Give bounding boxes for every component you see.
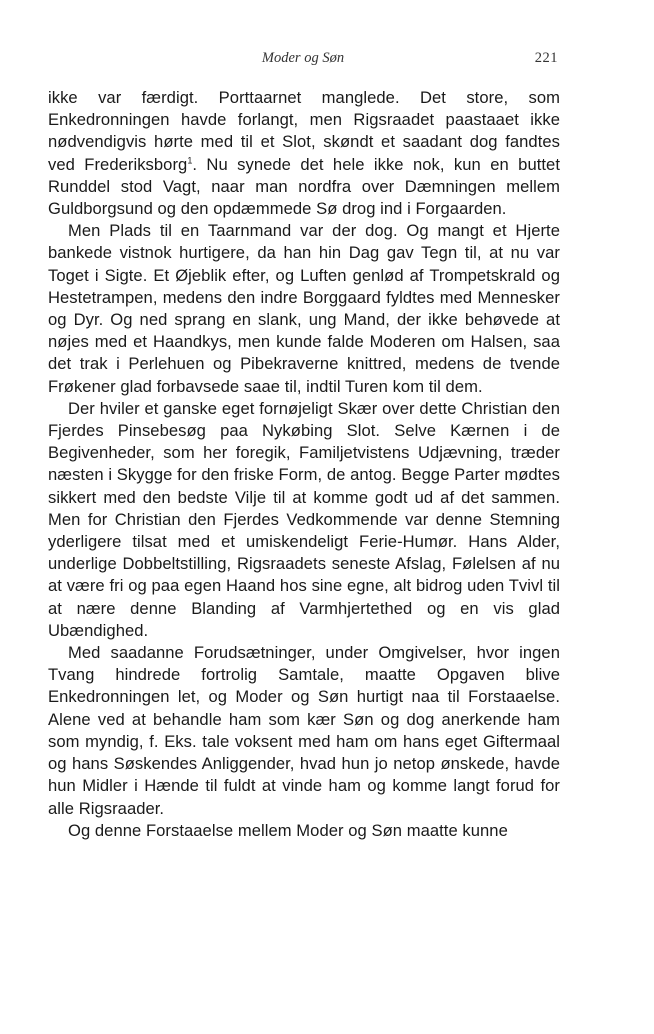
paragraph-3: Der hviler et ganske eget fornøjeligt Skær over dette Christian den Fjerdes Pinsebesøg paa Nykøbing Slot. Selve Kærnen i de Begivenheder, som her foregik, Familjetvistens Udjævning, træder næsten i Skygge for den friske Form, de antog. Begge Parter mødtes sikkert med den bedste Vilje til at komme godt ud af det sammen. Men for Christian den Fjerdes Vedkommende var denne Stemning yderligere tilsat med et umiskendeligt Ferie-Humør. Hans Alder, underlige Dobbeltstilling, Rigsraadets seneste Afslag, Følelsen af nu at være fri og paa egen Haand hos sine egne, alt bidrog uden Tvivl til at nære denne Blanding af Varmhjertethed og en vis glad Ubændighed.: [48, 398, 560, 640]
paragraph-1-text: ikke var færdigt. Porttaarnet manglede. Det store, som Enkedronningen havde forlangt, men Rigsraadet paastaaet ikke nødvendigvis hørte med til et Slot, skøndt et saadant dog fandtes ved Frederiksborg: [48, 88, 560, 174]
footnote-marker: 1: [187, 155, 193, 166]
paragraph-1: [48, 87, 560, 220]
body-text: [48, 87, 560, 842]
paragraph-1-continuation: . Nu synede det hele ikke nok, kun en buttet Runddel stod Vagt, naar man nordfra over Dæmningen mellem Guldborgsund og den opdæmmede Sø drog ind i Forgaarden.: [48, 154, 560, 219]
running-head: [48, 50, 558, 70]
paragraph-5: Og denne Forstaaelse mellem Moder og Søn maatte kunne: [68, 820, 508, 840]
page-number: 221: [534, 50, 558, 66]
paragraph-4: Med saadanne Forudsætninger, under Omgivelser, hvor ingen Tvang hindrede fortrolig Samtale, maatte Opgaven blive Enkedronningen let, og Moder og Søn hurtigt naa til Forstaaelse. Alene ved at behandle ham som kær Søn og dog anerkende ham som myndig, f. Eks. tale voksent med ham om hans eget Giftermaal og hans Søskendes Anliggender, hvad hun jo netop ønskede, havde hun Midler i Hænde til fuldt at vinde ham og komme langt forud for alle Rigsraader.: [48, 643, 560, 818]
running-title: Moder og Søn: [261, 50, 345, 66]
paragraph-2: Men Plads til en Taarnmand var der dog. Og mangt et Hjerte bankede vistnok hurtigere, da han hin Dag gav Tegn til, at nu var Toget i Sigte. Et Øjeblik efter, og Luften genlød af Trompetskrald og Hestetrampen, medens den indre Borggaard fyldtes med Mennesker og Dyr. Og ned sprang en slank, ung Mand, der ikke behøvede at nøjes med et Haandkys, men kunde falde Moderen om Halsen, saa det trak i Perlehuen og Pibekraverne knittred, medens de tvende Frøkener glad forbavsede saae til, indtil Turen kom til dem.: [48, 221, 560, 396]
